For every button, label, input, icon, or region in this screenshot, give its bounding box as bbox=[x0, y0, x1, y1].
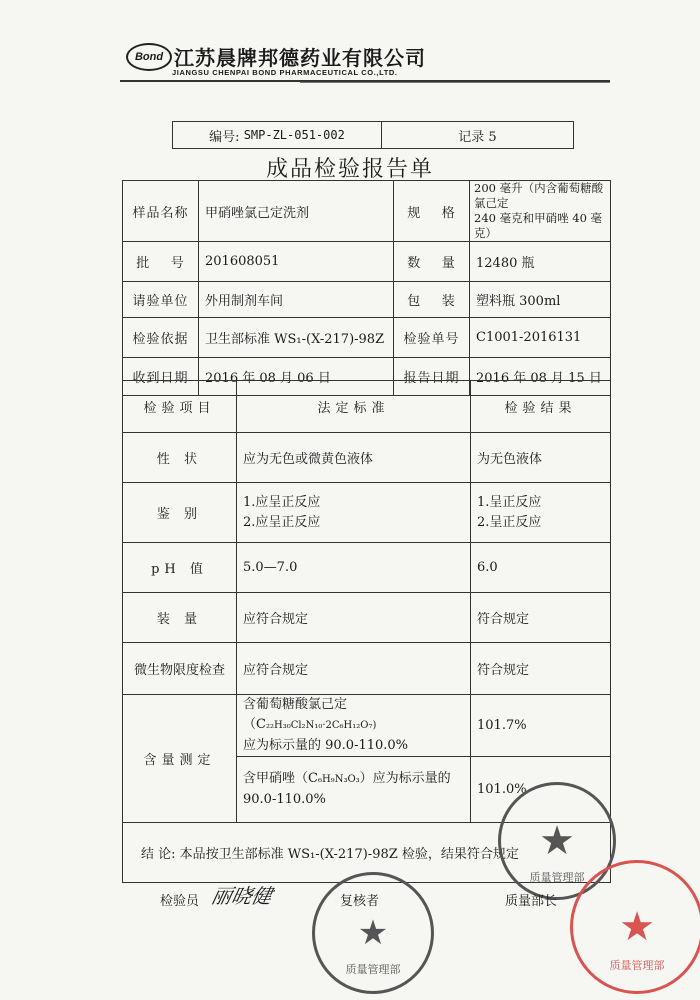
content-standard-2 bbox=[237, 757, 471, 823]
content-standard-1-prefix: 含葡萄糖酸氯己定（C bbox=[243, 697, 348, 732]
content-standard-2-line1 bbox=[243, 769, 464, 790]
test-result: 符合规定 bbox=[471, 643, 611, 695]
package-label: 包 装 bbox=[394, 282, 470, 318]
received-date-value: 2016 年 08 月 06 日 bbox=[199, 358, 394, 396]
stamp-star-icon: ★ bbox=[619, 904, 655, 950]
spec-value bbox=[470, 181, 611, 242]
test-standard: 应符合规定 bbox=[237, 643, 471, 695]
record-number: 记录 5 bbox=[458, 129, 497, 145]
test-result: 符合规定 bbox=[471, 593, 611, 643]
test-standard: 应为无色或微黄色液体 bbox=[237, 433, 471, 483]
report-date-value: 2016 年 08 月 15 日 bbox=[470, 358, 611, 396]
test-standard: 应符合规定 bbox=[237, 593, 471, 643]
conclusion-text: 本品按卫生部标准 WS₁-(X-217)-98Z 检验，结果符合规定 bbox=[179, 847, 519, 862]
basis-value: 卫生部标准 WS₁-(X-217)-98Z bbox=[199, 318, 394, 358]
stamp-label: 质量管理部 bbox=[609, 959, 665, 972]
header-rule-thin bbox=[300, 82, 610, 83]
conclusion-label: 结 论: bbox=[141, 847, 176, 862]
sample-name-label: 样品名称 bbox=[123, 181, 199, 242]
test-standard-line: 2.应呈正反应 bbox=[243, 514, 321, 530]
batch-value: 201608051 bbox=[199, 242, 394, 282]
company-name-cn: 江苏晨牌邦德药业有限公司 bbox=[174, 46, 426, 70]
report-title: 成品检验报告单 bbox=[265, 157, 434, 182]
document-code bbox=[173, 122, 382, 148]
content-standard-1-line1 bbox=[243, 695, 464, 736]
formula-2: ₆H₉N₃O₃ bbox=[317, 774, 360, 785]
test-item: 鉴 别 bbox=[123, 483, 237, 543]
company-logo: Bond bbox=[126, 43, 172, 71]
received-date-label: 收到日期 bbox=[123, 358, 199, 396]
stamp-label: 质量管理部 bbox=[345, 963, 401, 976]
test-result: 为无色液体 bbox=[471, 433, 611, 483]
test-item: 性 状 bbox=[123, 433, 237, 483]
content-standard-2-prefix: 含甲硝唑（C bbox=[243, 771, 318, 786]
report-date-label: 报告日期 bbox=[394, 358, 470, 396]
document-code-box bbox=[172, 121, 574, 149]
content-result-1: 101.7% bbox=[471, 695, 611, 757]
test-result: 6.0 bbox=[471, 543, 611, 593]
test-item: 装 量 bbox=[123, 593, 237, 643]
sample-name-value: 甲硝唑氯己定洗剂 bbox=[199, 181, 394, 242]
document-code-label: 编号: bbox=[209, 129, 240, 145]
formula-1: ₂₂H₃₀Cl₂N₁₀·2C₆H₁₂O₇) bbox=[265, 720, 377, 731]
company-name-en: JIANGSU CHENPAI BOND PHARMACEUTICAL CO.,LTD. bbox=[172, 68, 398, 77]
col-header-item: 检验项目 bbox=[123, 381, 237, 433]
stamp-star-icon: ★ bbox=[357, 913, 389, 953]
spec-line-2: 240 毫克和甲硝唑 40 毫克） bbox=[474, 211, 603, 240]
content-result-2: 101.0% bbox=[471, 757, 611, 823]
test-result bbox=[471, 483, 611, 543]
col-header-standard: 法定标准 bbox=[237, 381, 471, 433]
test-item: pH 值 bbox=[123, 543, 237, 593]
content-standard-2-line2: 90.0-110.0% bbox=[243, 792, 326, 807]
dept-label: 请验单位 bbox=[123, 282, 199, 318]
test-standard bbox=[237, 483, 471, 543]
reviewer-label: 复核者 bbox=[340, 894, 380, 909]
report-no-label: 检验单号 bbox=[394, 318, 470, 358]
content-standard-1-line2: 应为标示量的 90.0-110.0% bbox=[243, 738, 409, 753]
document-code-value: SMP-ZL-051-002 bbox=[243, 128, 345, 142]
report-table bbox=[122, 180, 611, 396]
stamp-label: 质量管理部 bbox=[529, 871, 585, 884]
test-item: 微生物限度检查 bbox=[123, 643, 237, 695]
content-assay-label: 含量测定 bbox=[123, 695, 237, 823]
dept-value: 外用制剂车间 bbox=[199, 282, 394, 318]
report-no-value: C1001-2016131 bbox=[470, 318, 611, 358]
spec-line-1: 200 毫升（内含葡萄糖酸氯己定 bbox=[474, 181, 604, 210]
content-standard-2-suffix: ）应为标示量的 bbox=[359, 771, 451, 786]
col-header-result: 检验结果 bbox=[471, 381, 611, 433]
stamp-star-icon: ★ bbox=[539, 818, 575, 864]
spec-label: 规 格 bbox=[394, 181, 470, 242]
basis-label: 检验依据 bbox=[123, 318, 199, 358]
test-result-line: 2.呈正反应 bbox=[477, 514, 542, 530]
test-standard: 5.0—7.0 bbox=[237, 543, 471, 593]
test-standard-line: 1.应呈正反应 bbox=[243, 494, 321, 510]
inspector-signature: 丽晓健 bbox=[209, 884, 275, 908]
red-stamp bbox=[570, 860, 700, 994]
test-result-line: 1.呈正反应 bbox=[477, 494, 542, 510]
qa-head-label: 质量部长 bbox=[505, 894, 558, 909]
batch-label: 批 号 bbox=[123, 242, 199, 282]
quantity-label: 数 量 bbox=[394, 242, 470, 282]
inspector-label: 检验员 bbox=[160, 894, 200, 909]
package-value: 塑料瓶 300ml bbox=[470, 282, 611, 318]
quantity-value: 12480 瓶 bbox=[470, 242, 611, 282]
content-standard-1 bbox=[237, 695, 471, 757]
